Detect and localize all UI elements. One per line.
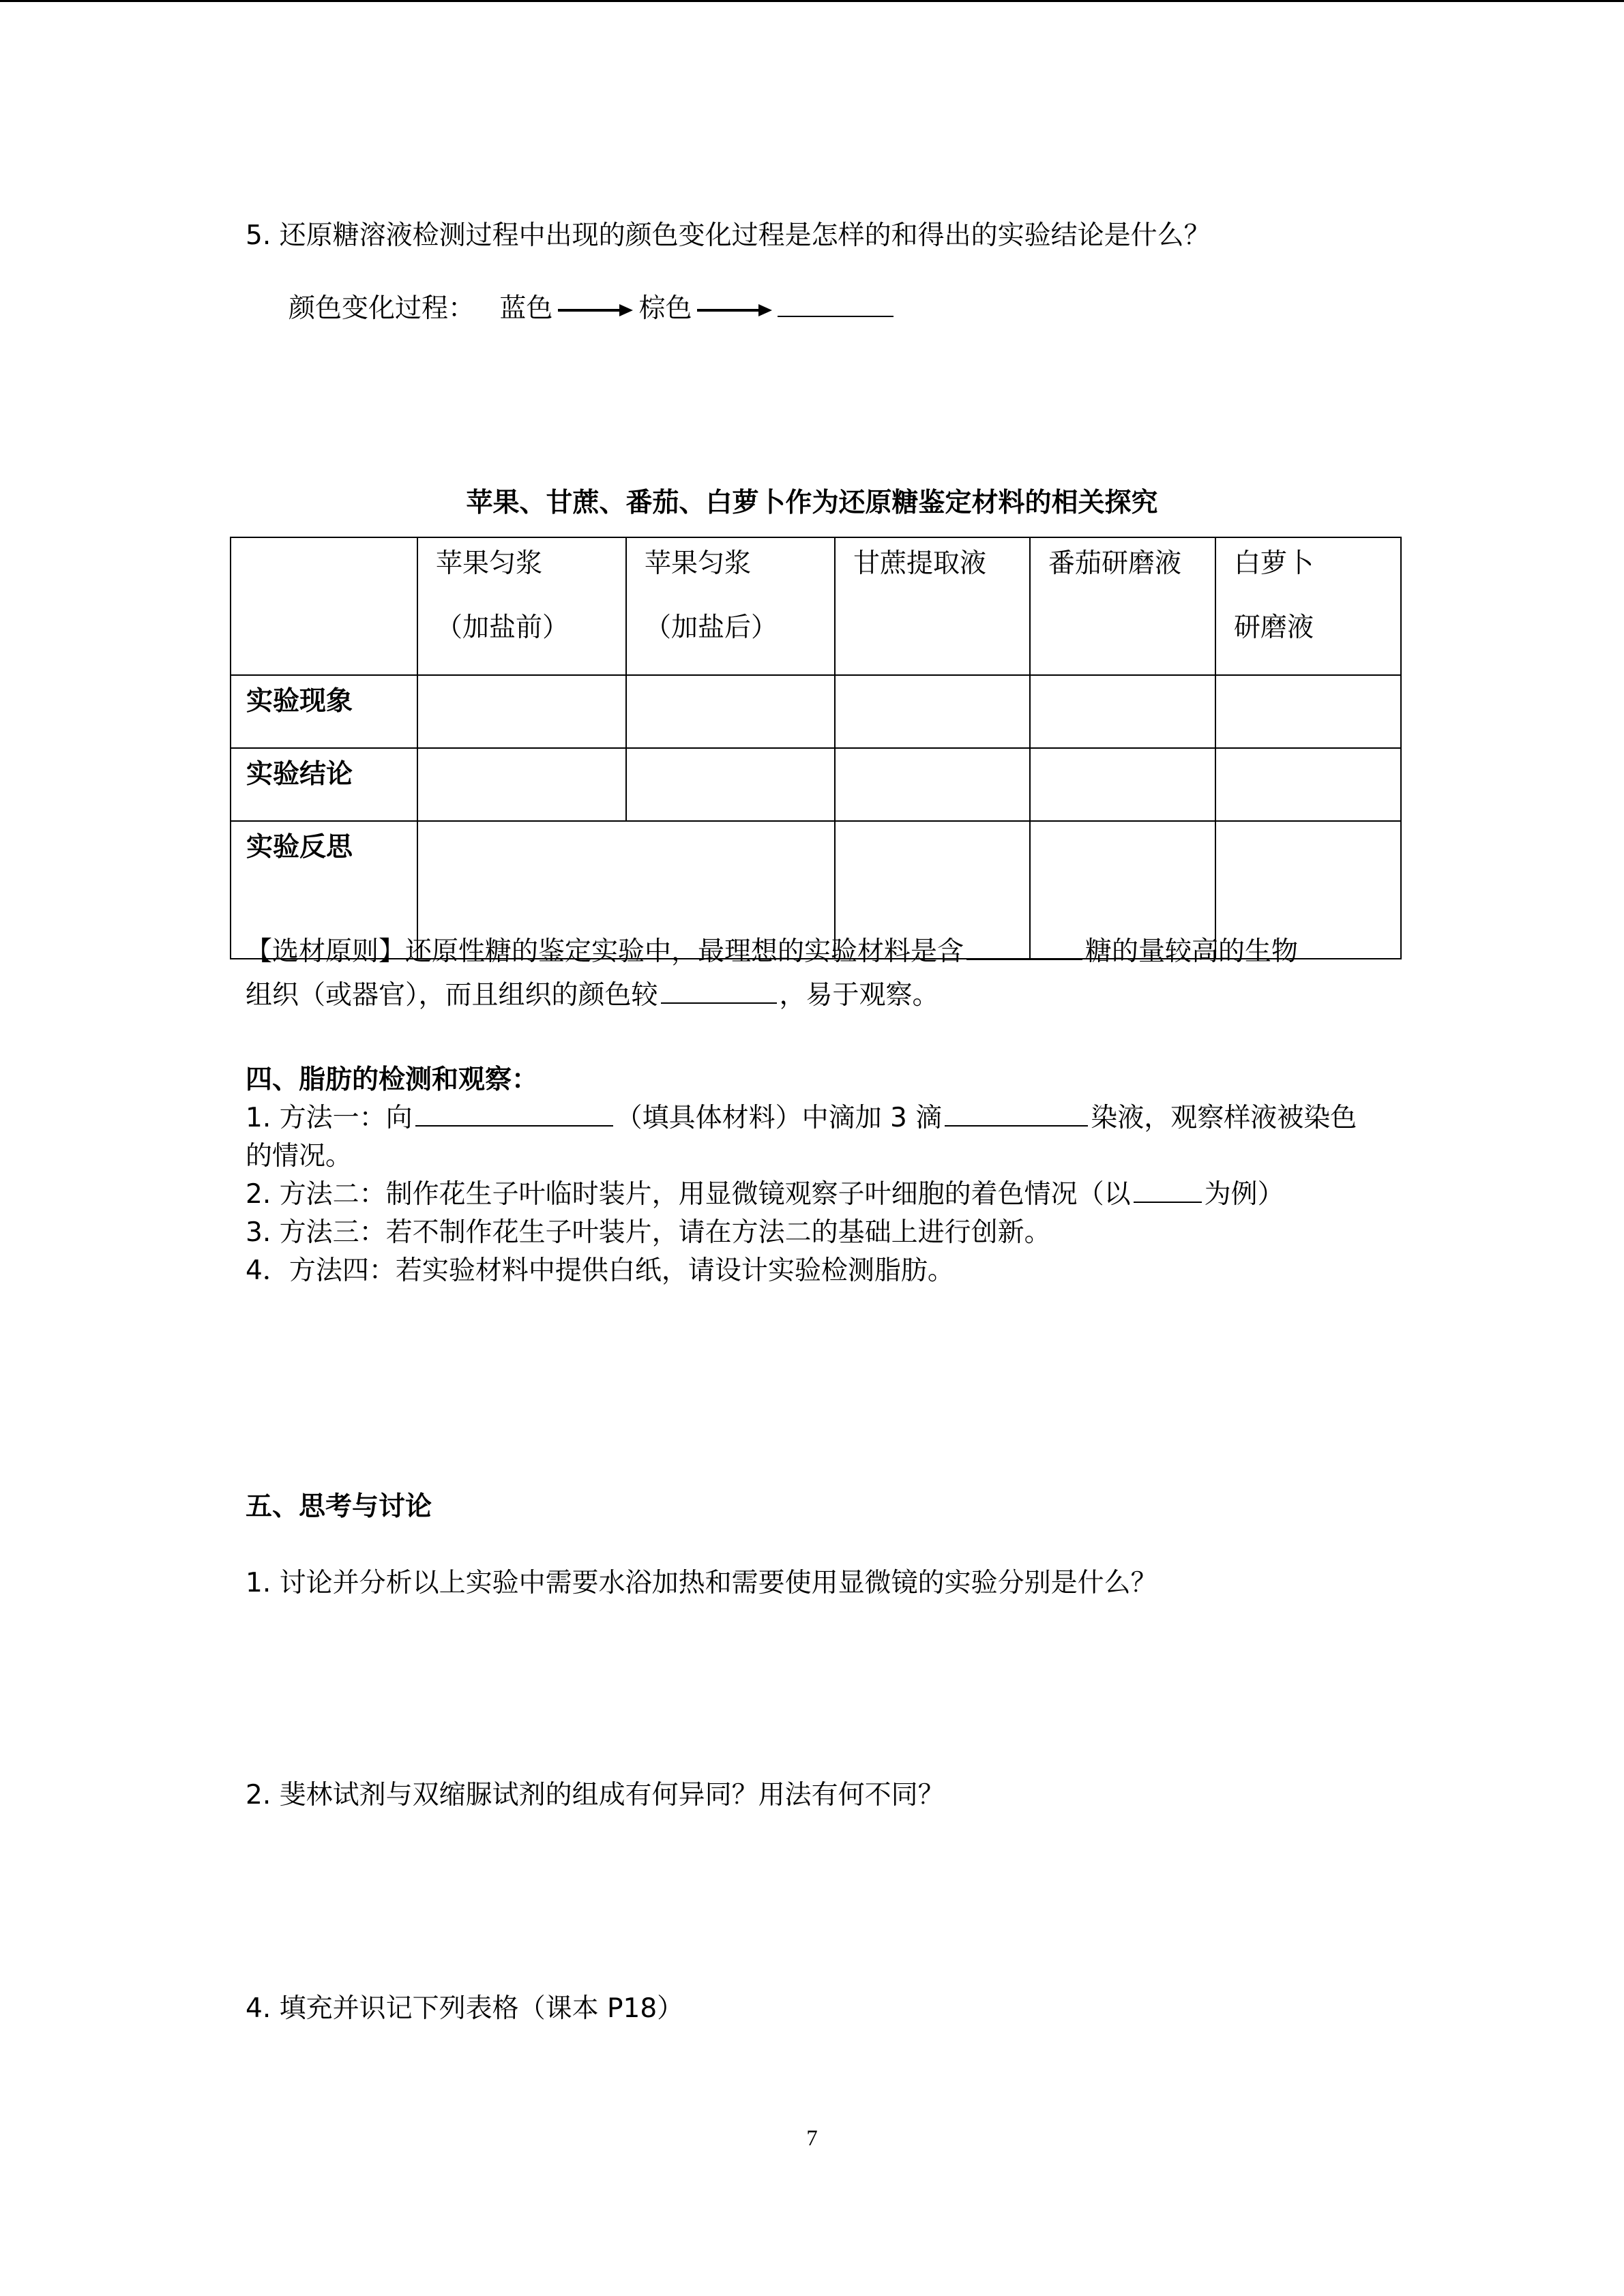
- q5-color-process: [289, 290, 896, 328]
- blank-material[interactable]: [415, 1099, 613, 1127]
- method-3: 3. 方法三：若不制作花生子叶装片，请在方法二的基础上进行创新。: [246, 1217, 1051, 1248]
- section5-heading: 五、思考与讨论: [246, 1491, 432, 1522]
- page-number: 7: [806, 2126, 818, 2151]
- table-cell[interactable]: [835, 748, 1030, 821]
- table-cell[interactable]: [1215, 748, 1401, 821]
- color-blue: 蓝色: [499, 293, 553, 324]
- table-title: 苹果、甘蔗、番茄、白萝卜作为还原糖鉴定材料的相关探究: [466, 488, 1158, 518]
- principle-line-1: 【选材原则】还原性糖的鉴定实验中，最理想的实验材料是含 糖的量较高的生物: [246, 933, 1298, 971]
- blank-example[interactable]: [1134, 1176, 1202, 1203]
- blank-color[interactable]: [661, 976, 777, 1004]
- blank-stain[interactable]: [945, 1099, 1088, 1127]
- row-label-phenomenon: 实验现象: [231, 675, 417, 748]
- arrow-right-icon: [558, 302, 633, 318]
- method-4: 4．方法四：若实验材料中提供白纸，请设计实验检测脂肪。: [246, 1255, 954, 1286]
- table-header-cell: 番茄研磨液: [1030, 537, 1215, 675]
- table-header-cell: 苹果匀浆 （加盐前）: [417, 537, 626, 675]
- process-label: 颜色变化过程：: [289, 293, 475, 324]
- color-brown: 棕色: [638, 293, 692, 324]
- table-cell[interactable]: [417, 675, 626, 748]
- experiment-table: [230, 537, 1402, 959]
- discussion-q4: 4. 填充并识记下列表格（课本 P18）: [246, 1993, 684, 2024]
- table-header-cell: 白萝卜 研磨液: [1215, 537, 1401, 675]
- principle-line-2: 组织（或器官），而且组织的颜色较 ，易于观察。: [246, 976, 939, 1015]
- q5-question: 5. 还原糖溶液检测过程中出现的颜色变化过程是怎样的和得出的实验结论是什么？: [246, 220, 1211, 251]
- blank-sugar-type[interactable]: [966, 933, 1082, 960]
- method-1: 1. 方法一：向 （填具体材料）中滴加 3 滴 染液，观察样液被染色: [246, 1099, 1357, 1137]
- table-header-cell: 甘蔗提取液: [835, 537, 1030, 675]
- discussion-q1: 1. 讨论并分析以上实验中需要水浴加热和需要使用显微镜的实验分别是什么？: [246, 1568, 1157, 1598]
- method-1-cont: 的情况。: [246, 1141, 353, 1172]
- top-border: [0, 0, 1624, 2]
- answer-blank[interactable]: [778, 290, 894, 317]
- table-cell[interactable]: [1030, 748, 1215, 821]
- table-corner-cell: [231, 537, 417, 675]
- table-cell[interactable]: [626, 675, 835, 748]
- discussion-q2: 2. 斐林试剂与双缩脲试剂的组成有何异同？用法有何不同？: [246, 1780, 945, 1810]
- section4-heading: 四、脂肪的检测和观察：: [246, 1064, 539, 1095]
- row-label-reflection: 实验反思: [231, 821, 417, 959]
- row-label-conclusion: 实验结论: [231, 748, 417, 821]
- table-cell[interactable]: [417, 748, 626, 821]
- table-cell[interactable]: [1215, 675, 1401, 748]
- table-header-cell: 苹果匀浆 （加盐后）: [626, 537, 835, 675]
- arrow-right-icon: [697, 302, 772, 318]
- table-cell[interactable]: [835, 675, 1030, 748]
- table-cell[interactable]: [626, 748, 835, 821]
- table-cell[interactable]: [1030, 675, 1215, 748]
- method-2: 2. 方法二：制作花生子叶临时装片，用显微镜观察子叶细胞的着色情况（以 为例）: [246, 1176, 1284, 1214]
